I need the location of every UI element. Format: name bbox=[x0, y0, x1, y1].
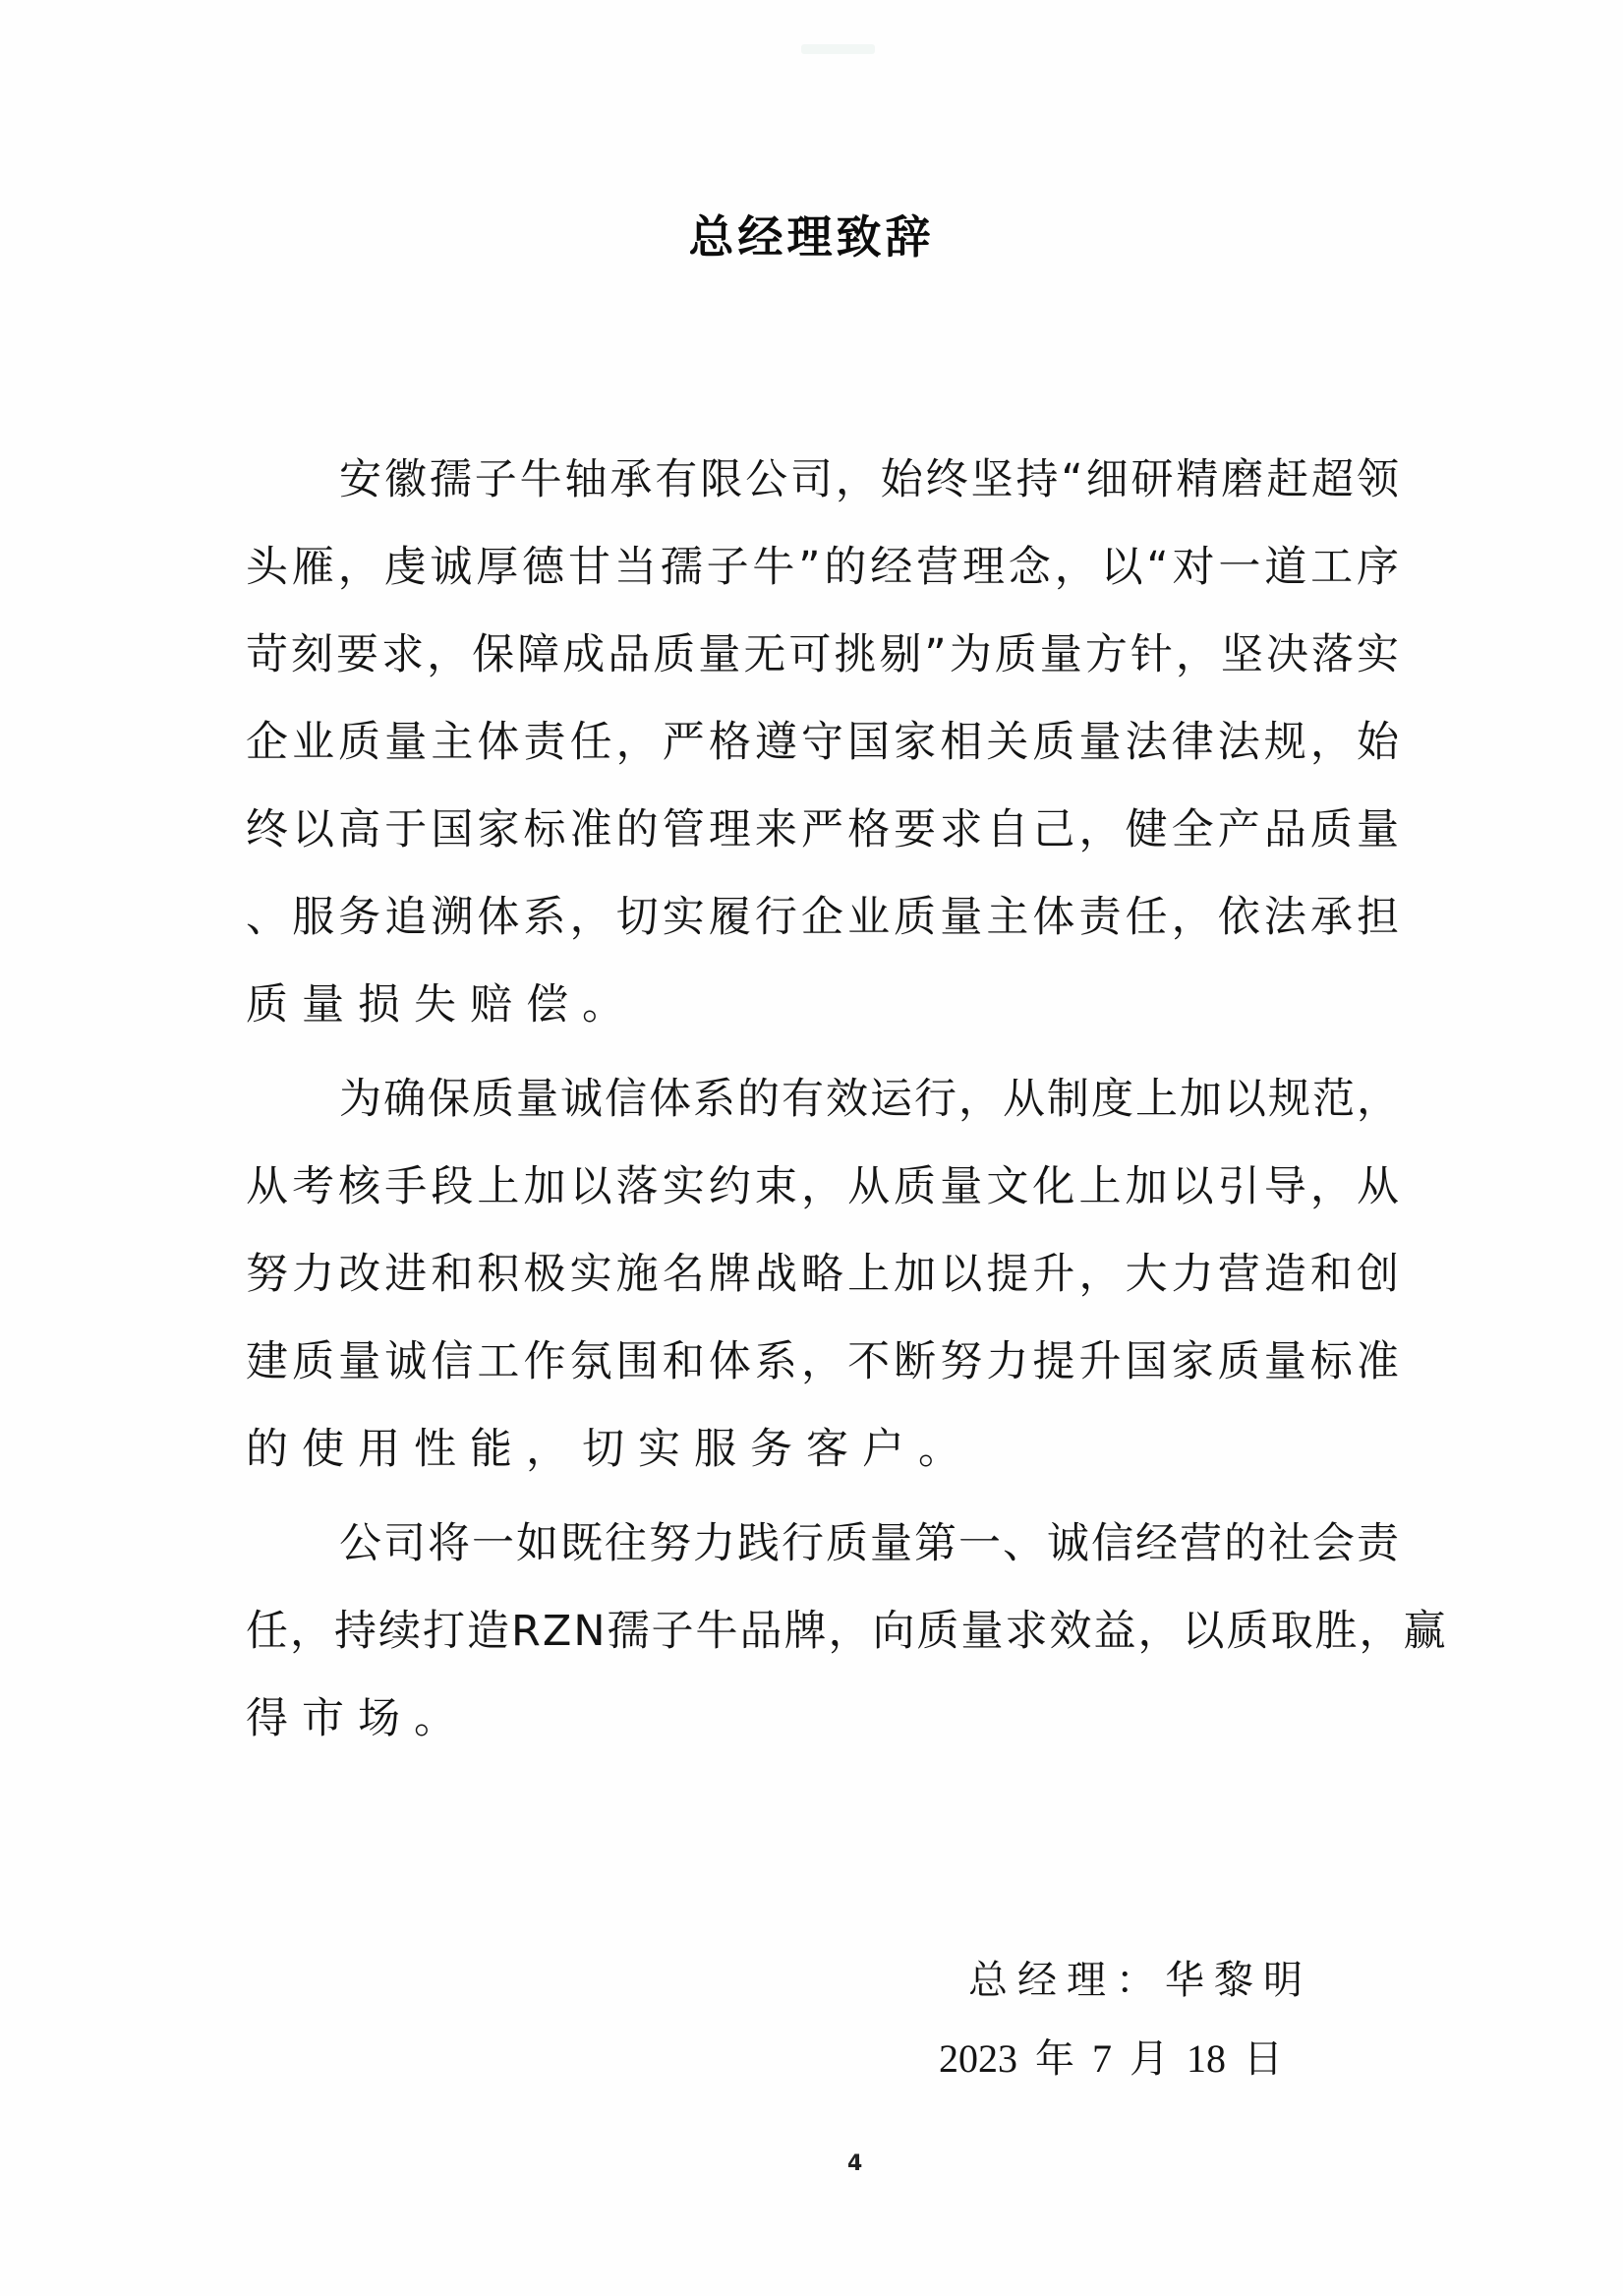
date-year: 2023 bbox=[939, 2036, 1017, 2081]
paragraph-line: 终以高于国家标准的管理来严格要求自己，健全产品质量 bbox=[246, 805, 1401, 854]
paragraph-line: 建质量诚信工作氛围和体系，不断努力提升国家质量标准 bbox=[246, 1337, 1401, 1386]
paragraph-line: 公司将一如既往努力践行质量第一、诚信经营的社会责 bbox=[339, 1519, 1401, 1568]
paragraph-line: 任，持续打造RZN孺子牛品牌，向质量求效益，以质取胜，赢 bbox=[246, 1607, 1448, 1656]
scan-artifact bbox=[801, 44, 875, 54]
date-day-unit: 日 bbox=[1244, 2036, 1283, 2081]
paragraph-line: 苛刻要求，保障成品质量无可挑剔”为质量方针，坚决落实 bbox=[246, 630, 1401, 679]
signature bbox=[968, 1949, 1312, 2005]
paragraph-line: 企业质量主体责任，严格遵守国家相关质量法律法规，始 bbox=[246, 718, 1401, 767]
paragraph-line: 为确保质量诚信体系的有效运行，从制度上加以规范， bbox=[339, 1075, 1401, 1124]
signature-name: 华黎明 bbox=[1165, 1958, 1312, 2003]
page-number: 4 bbox=[847, 2151, 863, 2176]
paragraph-line: 从考核手段上加以落实约束，从质量文化上加以引导，从 bbox=[246, 1162, 1401, 1211]
date-year-unit: 年 bbox=[1035, 2036, 1074, 2081]
paragraph-line: 的使用性能，切实服务客户。 bbox=[246, 1425, 974, 1474]
paragraph-line: 得市场。 bbox=[246, 1694, 470, 1743]
page-title: 总经理致辞 bbox=[688, 210, 935, 264]
paragraph-line: 、服务追溯体系，切实履行企业质量主体责任，依法承担 bbox=[246, 893, 1401, 942]
paragraph-line: 努力改进和积极实施名牌战略上加以提升，大力营造和创 bbox=[246, 1250, 1401, 1299]
signature-label: 总经理： bbox=[968, 1958, 1165, 2003]
date-month-unit: 月 bbox=[1130, 2036, 1169, 2081]
paragraph-line: 质量损失赔偿。 bbox=[246, 980, 638, 1030]
date-month: 7 bbox=[1092, 2036, 1112, 2081]
paragraph-line: 头雁，虔诚厚德甘当孺子牛”的经营理念，以“对一道工序 bbox=[246, 543, 1401, 592]
paragraph-line: 安徽孺子牛轴承有限公司，始终坚持“细研精磨赶超领 bbox=[339, 455, 1401, 504]
date bbox=[939, 2028, 1301, 2084]
date-day: 18 bbox=[1187, 2036, 1226, 2081]
